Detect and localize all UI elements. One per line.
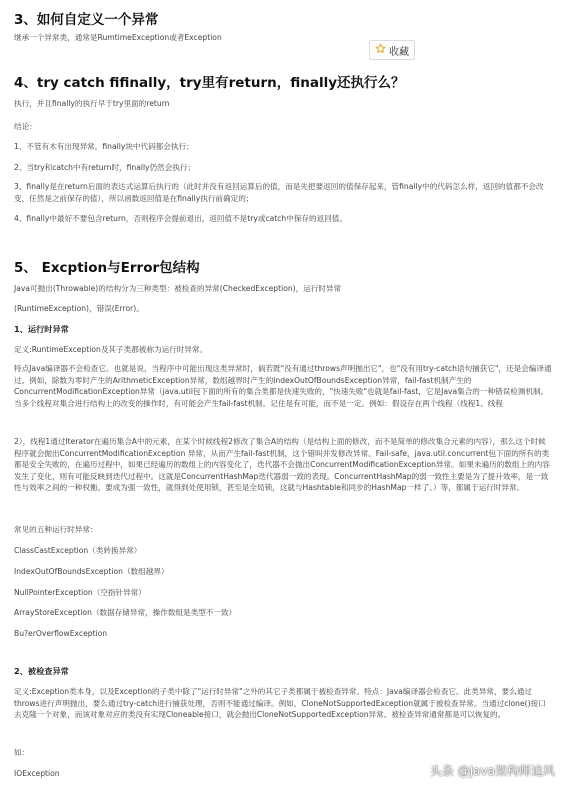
section-5-p3: 定义:RuntimeException及其子类都被称为运行时异常。 — [14, 345, 208, 354]
section-5-p8: 如： — [14, 748, 30, 757]
favorite-label: 收藏 — [389, 46, 409, 58]
section-5-p5: 2），线程1通过Iterator在遍历集合A中的元素，在某个时候线程2修改了集合A的结构（是结构上面的修改，而不是简单的修改集合元素的内容），那么这个时候程序就会抛出ConcurrentModiﬁcationException 异常，从而产生fail-fast机制，这个错叫并发修改异常。Fail-safe，java.util.concurrent包下面的所有的类都是安全失败的，在遍历过程中，如果已经遍历的数组上的内容变化了，迭代器不会抛出ConcurrentModiﬁcationException异常。如果未遍历的数组上的内容发生了变化，则有可能反映到迭代过程中。这就是ConcurrentHashMap迭代器弱一致的表现。ConcurrentHashMap的弱一致性主要是为了提升效率，是一致性与效率之间的一种权衡。要成为强一致性，就得到处使用锁，甚至是全局锁，这就与Hashtable和同步的HashMap一样了。）等，都属于运行时异常。 — [14, 437, 550, 493]
section-5-p4: 特点Java编译器不会检查它。也就是说，当程序中可能出现这类异常时，倘若既"没有通过throws声明抛出它"，也"没有用try-catch语句捕获它"，还是会编译通过。例如，除数为零时产生的ArithmeticException异常，数组越界时产生的IndexOutOfBoundsException异常，fail-fast机制产生的ConcurrentModiﬁcationException异常（java.util包下面的所有的集合类都是快速失败的，"快速失败"也就是fail-fast，它是Java集合的一种错误检测机制。当多个线程对集合进行结构上的改变的操作时，有可能会产生fail-fast机制。记住是有可能，而不是一定。例如：假设存在两个线程（线程1、线程 — [14, 364, 552, 408]
list-item: IndexOutOfBoundsException（数组越界） — [14, 567, 169, 576]
favorite-button[interactable] — [369, 40, 415, 60]
section-4-p5: 3、finally是在return后面的表达式运算后执行的（此时并没有返回运算后的值，而是先把要返回的值保存起来，管finally中的代码怎么样，返回的值都不会改变，任然是之前保存的值），所以函数返回值是在finally执行前确定的； — [14, 182, 544, 203]
subsection-runtime-heading: 1、运行时异常 — [14, 324, 69, 334]
section-5-p1: Java可抛出(Throwable)的结构分为三种类型：被检查的异常(CheckedException)，运行时异常 — [14, 284, 342, 293]
list-item: NullPointerException（空指针异常） — [14, 588, 146, 597]
section-5-p7: 定义:Exception类本身，以及Exception的子类中除了"运行时异常"之外的其它子类都属于被检查异常。特点：Java编译器会检查它。此类异常，要么通过throws进行声明抛出，要么通过try-catch进行捕获处理，否则不能通过编译。例如，CloneNotSupportedException就属于被检查异常。当通过clone()接口去克隆一个对象，而该对象对应的类没有实现Cloneable接口，就会抛出CloneNotSupportedException异常。被检查异常通常都是可以恢复的。 — [14, 687, 546, 720]
subsection-checked-heading: 2、被检查异常 — [14, 666, 69, 676]
watermark: 头条 @Java架构师追风 — [429, 764, 555, 778]
list-item: Bu?erOverﬂowException — [14, 629, 108, 638]
section-4-p1: 执行，并且finally的执行早于try里面的return — [14, 99, 170, 108]
section-5-heading: 5、 Excption与Error包结构 — [14, 260, 200, 276]
section-5-p2: (RuntimeException)，错误(Error)。 — [14, 304, 144, 313]
section-5-p9: IOException — [14, 769, 60, 778]
section-4-p4: 2、当try和catch中有return时，finally仍然会执行； — [14, 163, 196, 172]
section-3-heading: 3、如何自定义一个异常 — [14, 12, 159, 28]
section-4-p6: 4、finally中最好不要包含return，否则程序会提前退出，返回值不是try或catch中保存的返回值。 — [14, 214, 347, 223]
list-item: ArrayStoreException（数据存储异常，操作数组是类型不一致） — [14, 608, 237, 617]
section-5-p6: 常见的五种运行时异常： — [14, 525, 98, 534]
section-3-body: 继承一个异常类，通常是RumtimeException或者Exception — [14, 33, 222, 42]
star-icon — [375, 43, 386, 57]
section-4-p2: 结论： — [14, 122, 37, 131]
list-item: ClassCastException（类转换异常） — [14, 546, 142, 555]
section-4-p3: 1、不管有木有出现异常，finally块中代码都会执行； — [14, 142, 194, 151]
section-4-heading: 4、try catch fifinally，try里有return，finally还执行么？ — [14, 75, 405, 91]
